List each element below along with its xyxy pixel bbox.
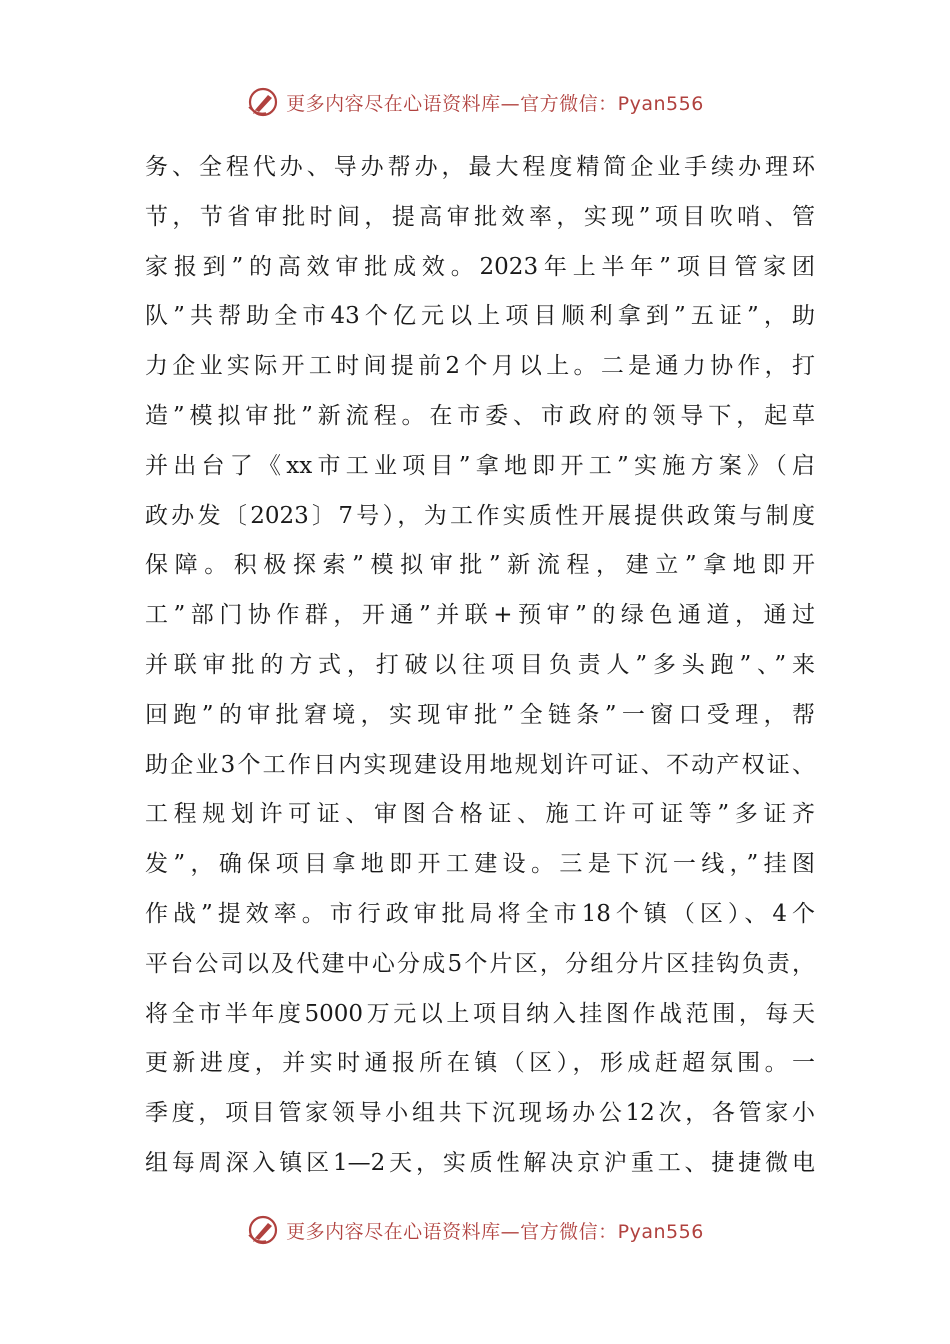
text-line: 并出台了《xx市工业项目”拿地即开工”实施方案》（启 [145, 452, 815, 479]
text-line: 造”模拟审批”新流程。在市委、市政府的领导下，起草 [145, 402, 815, 429]
pen-nib-logo-icon [246, 1213, 280, 1247]
text-line: 工”部门协作群，开通”并联+预审”的绿色通道，通过 [145, 602, 815, 629]
document-body [145, 143, 815, 1189]
footer-banner-text: 更多内容尽在心语资料库—官方微信：Pyan556 [286, 1220, 704, 1243]
text-line: 保障。积极探索”模拟审批”新流程，建立”拿地即开 [145, 552, 815, 579]
text-line: 家报到”的高效审批成效。2023年上半年”项目管家团 [145, 253, 815, 280]
text-line: 组每周深入镇区1—2天，实质性解决京沪重工、捷捷微电 [145, 1149, 815, 1176]
text-line: 力企业实际开工时间提前2个月以上。二是通力协作，打 [145, 353, 815, 380]
header-banner-text: 更多内容尽在心语资料库—官方微信：Pyan556 [286, 92, 704, 115]
text-line: 发”，确保项目拿地即开工建设。三是下沉一线，”挂图 [145, 851, 815, 878]
text-line: 季度，项目管家领导小组共下沉现场办公12次，各管家小 [145, 1100, 815, 1127]
text-line: 并联审批的方式，打破以往项目负责人”多头跑”、”来 [145, 651, 815, 678]
text-line: 平台公司以及代建中心分成5个片区，分组分片区挂钩负责， [145, 950, 815, 977]
text-line: 政办发〔2023〕7号），为工作实质性开展提供政策与制度 [145, 502, 815, 529]
footer-banner [0, 1210, 950, 1250]
header-banner [0, 82, 950, 122]
text-line: 队”共帮助全市43个亿元以上项目顺利拿到”五证”，助 [145, 303, 815, 330]
text-line: 节，节省审批时间，提高审批效率，实现”项目吹哨、管 [145, 203, 815, 230]
text-line: 将全市半年度5000万元以上项目纳入挂图作战范围，每天 [145, 1000, 815, 1027]
text-line: 工程规划许可证、审图合格证、施工许可证等”多证齐 [145, 801, 815, 828]
text-line: 务、全程代办、导办帮办，最大程度精简企业手续办理环 [145, 154, 815, 180]
text-line: 更新进度，并实时通报所在镇（区），形成赶超氛围。一 [145, 1050, 815, 1077]
text-line: 助企业3个工作日内实现建设用地规划许可证、不动产权证、 [145, 751, 815, 778]
pen-nib-logo-icon [246, 85, 280, 119]
text-line: 作战”提效率。市行政审批局将全市18个镇（区）、4个 [145, 900, 815, 927]
text-line: 回跑”的审批窘境，实现审批”全链条”一窗口受理，帮 [145, 701, 815, 728]
